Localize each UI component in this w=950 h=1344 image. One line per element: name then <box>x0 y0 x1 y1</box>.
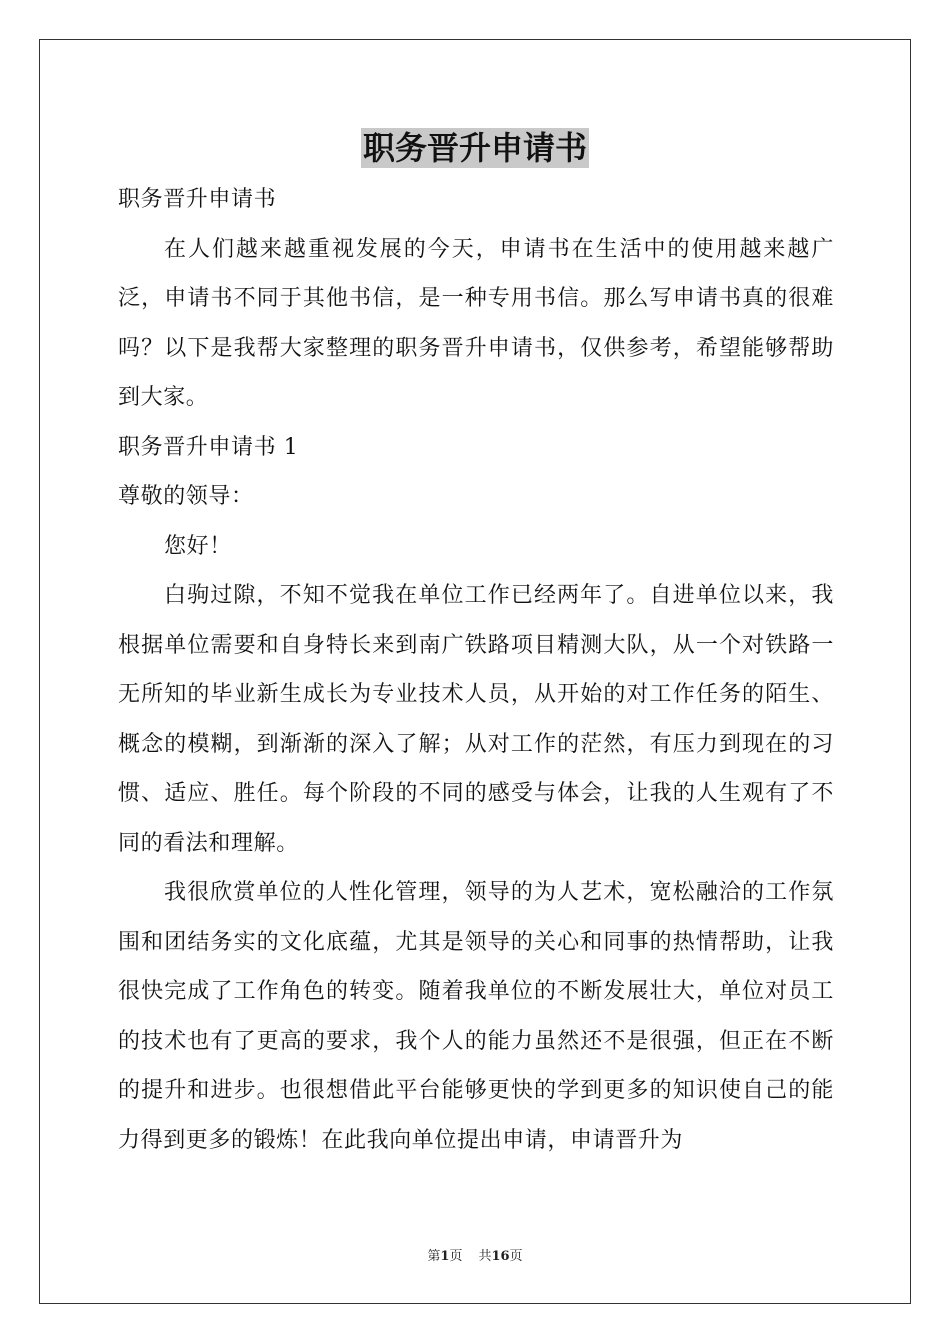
paragraph: 白驹过隙，不知不觉我在单位工作已经两年了。自进单位以来，我根据单位需要和自身特长来到南广铁路项目精测大队，从一个对铁路一无所知的毕业新生成长为专业技术人员，从开始的对工作任务的陌生、概念的模糊，到渐渐的深入了解；从对工作的茫然，有压力到现在的习惯、适应、胜任。每个阶段的不同的感受与体会，让我的人生观有了不同的看法和理解。 <box>118 583 834 856</box>
page-footer <box>0 1248 950 1266</box>
title-container <box>0 128 950 168</box>
page-prefix: 第 <box>427 1249 441 1264</box>
total-page-number: 16 <box>491 1249 510 1264</box>
document-title: 职务晋升申请书 <box>362 129 587 167</box>
total-prefix: 共 <box>478 1249 492 1264</box>
paragraph: 您好！ <box>164 533 232 559</box>
paragraph: 职务晋升申请书 <box>118 187 277 212</box>
paragraph: 职务晋升申请书 1 <box>118 434 299 460</box>
paragraph: 尊敬的领导： <box>118 484 254 509</box>
document-body <box>118 175 834 1165</box>
paragraph: 在人们越来越重视发展的今天，申请书在生活中的使用越来越广泛，申请书不同于其他书信，是一种专用书信。那么写申请书真的很难吗？以下是我帮大家整理的职务晋升申请书，仅供参考，希望能够帮助到大家。 <box>118 236 834 410</box>
current-page-number: 1 <box>440 1249 450 1264</box>
total-suffix: 页 <box>509 1249 523 1264</box>
page-suffix: 页 <box>449 1249 463 1264</box>
paragraph: 我很欣赏单位的人性化管理，领导的为人艺术，宽松融洽的工作氛围和团结务实的文化底蕴，尤其是领导的关心和同事的热情帮助，让我很快完成了工作角色的转变。随着我单位的不断发展壮大，单位对员工的技术也有了更高的要求，我个人的能力虽然还不是很强，但正在不断的提升和进步。也很想借此平台能够更快的学到更多的知识使自己的能力得到更多的锻炼！在此我向单位提出申请，申请晋升为 <box>118 880 834 1153</box>
